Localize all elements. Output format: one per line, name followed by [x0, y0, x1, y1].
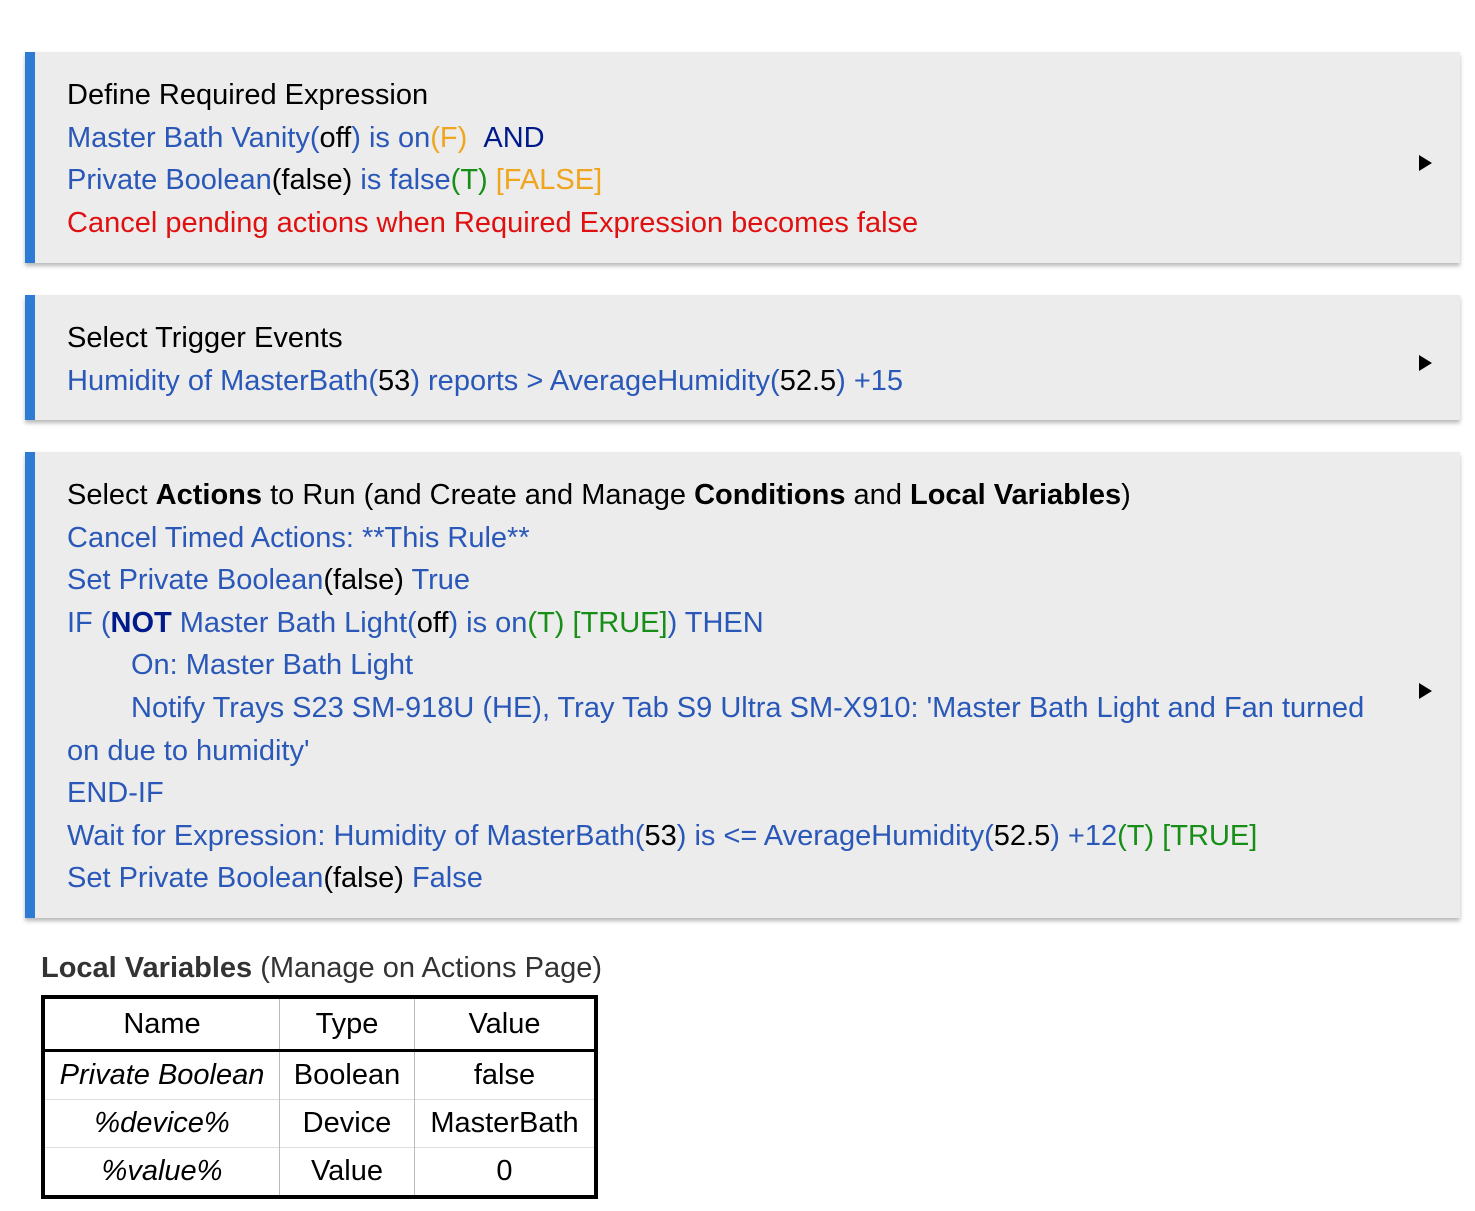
cancel-pending-note: Cancel pending actions when Required Expression becomes false — [67, 206, 919, 239]
trigger-events-title: Select Trigger Events — [67, 322, 343, 354]
title-text: Select — [67, 479, 156, 511]
title-bold: Local Variables — [910, 479, 1122, 511]
variable-value: 0 — [415, 1148, 597, 1198]
action-value: (false) — [323, 564, 404, 597]
action-wait — [67, 815, 1377, 858]
action-end-if: END-IF — [67, 777, 164, 810]
actions-body — [67, 474, 1377, 900]
condition-variable: Private Boolean — [67, 164, 272, 197]
wait-value: 53 — [644, 819, 677, 852]
variable-type: Device — [280, 1100, 415, 1148]
if-keyword: IF ( — [67, 606, 111, 639]
not-keyword: NOT — [110, 606, 172, 639]
logical-operator: AND — [483, 121, 545, 154]
action-result: False — [403, 862, 483, 895]
trigger-part: ) +15 — [836, 364, 904, 397]
action-result: True — [403, 564, 470, 597]
then-keyword: ) THEN — [667, 606, 764, 639]
action-if — [67, 602, 1377, 645]
condition-comparison: is on — [360, 121, 431, 154]
variable-name: %value% — [43, 1148, 280, 1198]
actions-title — [67, 474, 1377, 517]
required-expression-line-2 — [67, 159, 1377, 202]
trigger-part: Humidity of MasterBath( — [67, 364, 379, 397]
action-set-private-boolean — [67, 559, 1377, 602]
condition-device: Master Bath Vanity( — [67, 121, 320, 154]
notify-text: Notify Trays S23 SM-918U (HE), Tray Tab S9 Ultra SM-X910: 'Master Bath Light and Fan turned on due to humidity' — [67, 691, 1365, 767]
actions-section[interactable] — [25, 452, 1460, 918]
trigger-value: 52.5 — [779, 364, 837, 397]
variable-name: %device% — [43, 1100, 280, 1148]
condition-eval: (F) — [430, 121, 468, 154]
variable-value: MasterBath — [415, 1100, 597, 1148]
variable-type: Boolean — [280, 1051, 415, 1100]
action-cancel-timed: Cancel Timed Actions: **This Rule** — [67, 521, 530, 554]
expand-arrow-icon[interactable] — [1419, 155, 1432, 171]
expand-arrow-icon[interactable] — [1419, 355, 1432, 371]
trigger-line — [67, 360, 1377, 403]
expression-result: [FALSE] — [495, 164, 603, 197]
table-header-row — [43, 997, 596, 1051]
action-value: (false) — [323, 862, 404, 895]
column-header-value: Value — [415, 997, 597, 1051]
if-eval: (T) [TRUE] — [527, 606, 668, 639]
variable-value: false — [415, 1051, 597, 1100]
column-header-name: Name — [43, 997, 280, 1051]
table-row — [43, 1148, 596, 1198]
condition-eval: (T) — [450, 164, 488, 197]
if-comparison: ) is on — [448, 606, 528, 639]
heading-rest: (Manage on Actions Page) — [252, 952, 602, 984]
condition-close: ) — [351, 121, 361, 154]
local-variables-table — [41, 995, 598, 1199]
title-bold: Actions — [155, 479, 263, 511]
wait-value: 52.5 — [993, 819, 1051, 852]
action-label: Set Private Boolean — [67, 862, 324, 895]
if-device-state: off — [416, 606, 449, 639]
if-device: Master Bath Light( — [171, 606, 417, 639]
required-expression-line-1 — [67, 117, 1377, 160]
trigger-part: ) reports > AverageHumidity( — [410, 364, 780, 397]
table-row — [43, 1051, 596, 1100]
wait-part: Wait for Expression: Humidity of MasterBath( — [67, 819, 645, 852]
required-expression-body — [67, 74, 1377, 244]
title-text: ) — [1121, 479, 1131, 511]
condition-comparison: is false — [352, 164, 451, 197]
trigger-events-body — [67, 317, 1377, 402]
required-expression-title: Define Required Expression — [67, 79, 429, 111]
trigger-value: 53 — [378, 364, 411, 397]
title-bold: Conditions — [694, 479, 846, 511]
required-expression-section[interactable] — [25, 52, 1460, 263]
heading-bold: Local Variables — [41, 952, 253, 984]
condition-variable-value: (false) — [271, 164, 353, 197]
action-label: Set Private Boolean — [67, 564, 324, 597]
action-set-private-boolean — [67, 857, 1377, 900]
action-on: On: Master Bath Light — [131, 649, 414, 682]
action-notify — [67, 687, 1377, 772]
variable-name: Private Boolean — [43, 1051, 280, 1100]
expand-arrow-icon[interactable] — [1419, 683, 1432, 699]
condition-device-state: off — [319, 121, 352, 154]
title-text: to Run (and Create and Manage — [262, 479, 695, 511]
local-variables-heading — [41, 952, 602, 985]
column-header-type: Type — [280, 997, 415, 1051]
wait-part: ) +12 — [1050, 819, 1118, 852]
title-text: and — [845, 479, 910, 511]
variable-type: Value — [280, 1148, 415, 1198]
wait-eval: (T) [TRUE] — [1117, 819, 1258, 852]
wait-part: ) is <= AverageHumidity( — [676, 819, 994, 852]
trigger-events-section[interactable] — [25, 295, 1460, 420]
table-row — [43, 1100, 596, 1148]
